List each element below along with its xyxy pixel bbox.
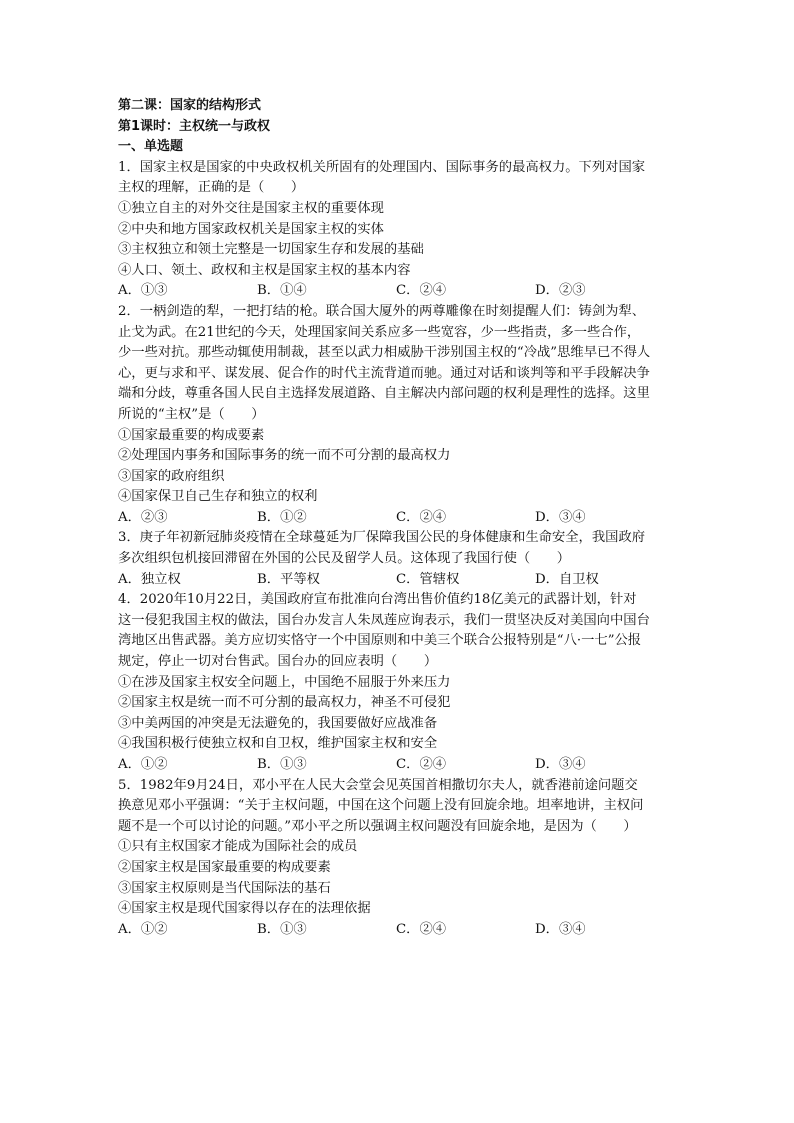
lesson-title: 第二课：国家的结构形式 xyxy=(118,98,262,113)
statement-item: ③中美两国的冲突是无法避免的，我国要做好应战准备 xyxy=(118,715,438,731)
option-a[interactable]: A．①② xyxy=(118,921,168,937)
statement-item: ④我国积极行使独立权和自卫权，维护国家主权和安全 xyxy=(118,736,438,752)
answer-options xyxy=(118,508,678,529)
option-a[interactable]: A．②③ xyxy=(118,509,168,525)
statement-item: ②中央和地方国家政权机关是国家主权的实体 xyxy=(118,221,384,237)
question-stem-line: 题不是一个可以讨论的问题。”邓小平之所以强调主权问题没有回旋余地，是因为（ ） xyxy=(118,818,637,834)
option-c[interactable]: C．管辖权 xyxy=(396,571,460,587)
statement-item: ②国家主权是统一而不可分割的最高权力，神圣不可侵犯 xyxy=(118,695,451,711)
question-5 xyxy=(118,776,678,941)
answer-options xyxy=(118,281,678,302)
statement-item: ④国家保卫自己生存和独立的权利 xyxy=(118,489,318,505)
section-heading: 一、单选题 xyxy=(118,139,184,155)
worksheet-page xyxy=(118,96,678,940)
option-b[interactable]: B．①③ xyxy=(257,757,307,772)
statement-item: ④人口、领土、政权和主权是国家主权的基本内容 xyxy=(118,262,411,278)
question-stem-line: 端和分歧，尊重各国人民自主选择发展道路、自主解决内部问题的权利是理性的选择。这里 xyxy=(118,386,650,402)
answer-options xyxy=(118,570,678,591)
statement-item: ①只有主权国家才能成为国际社会的成员 xyxy=(118,839,358,855)
option-a[interactable]: A．独立权 xyxy=(118,571,181,587)
option-c[interactable]: C．②④ xyxy=(396,757,447,772)
option-d[interactable]: D．③④ xyxy=(535,509,586,525)
statement-item: ①国家最重要的构成要素 xyxy=(118,427,265,443)
option-c[interactable]: C．②④ xyxy=(396,921,447,937)
period-title: 第1课时：主权统一与政权 xyxy=(118,118,271,134)
question-stem-line: 换意见邓小平强调：“关于主权问题，中国在这个问题上没有回旋余地。坦率地讲，主权问 xyxy=(118,798,644,814)
option-b[interactable]: B．①② xyxy=(257,509,307,525)
question-stem-line: 这一侵犯我国主权的做法，国台办发言人朱凤莲应询表示，我们一贯坚决反对美国向中国台 xyxy=(118,612,650,628)
option-a[interactable]: A．①② xyxy=(118,757,168,772)
option-a[interactable]: A．①③ xyxy=(118,283,168,299)
statement-item: ③国家主权原则是当代国际法的基石 xyxy=(118,880,331,896)
option-b[interactable]: B．①④ xyxy=(257,283,307,299)
statement-item: ②处理国内事务和国际事务的统一而不可分割的最高权力 xyxy=(118,448,451,464)
option-b[interactable]: B．①③ xyxy=(257,921,307,937)
question-3 xyxy=(118,528,678,590)
answer-options xyxy=(118,755,678,776)
question-1 xyxy=(118,158,678,302)
question-stem-line: 多次组织包机接回滞留在外国的公民及留学人员。这体现了我国行使（ ） xyxy=(118,551,571,567)
question-stem-line: 3．庚子年初新冠肺炎疫情在全球蔓延为厂保障我国公民的身体健康和生命安全，我国政府 xyxy=(118,530,646,546)
answer-options xyxy=(118,920,678,941)
option-c[interactable]: C．②④ xyxy=(396,509,447,525)
question-stem-line: 1．国家主权是国家的中央政权机关所固有的处理国内、国际事务的最高权力。下列对国家 xyxy=(118,159,646,175)
question-4 xyxy=(118,590,678,775)
statement-item: ④国家主权是现代国家得以存在的法理依据 xyxy=(118,901,371,917)
option-d[interactable]: D．②③ xyxy=(535,283,586,299)
question-stem-line: 所说的“主权”是（ ） xyxy=(118,406,265,422)
question-stem-line: 湾地区出售武器。美方应切实恪守一个中国原则和中美三个联合公报特别是“八·一七”公报 xyxy=(118,633,642,649)
statement-item: ③国家的政府组织 xyxy=(118,468,225,484)
option-d[interactable]: D．③④ xyxy=(535,921,586,937)
statement-item: ②国家主权是国家最重要的构成要素 xyxy=(118,859,331,875)
statement-item: ③主权独立和领土完整是一切国家生存和发展的基础 xyxy=(118,242,424,258)
question-stem-line: 2．一柄剑造的犁，一把打结的枪。联合国大厦外的两尊雕像在时刻提醒人们：铸剑为犁、 xyxy=(118,303,646,319)
question-stem-line: 主权的理解，正确的是（ ） xyxy=(118,180,305,196)
question-stem-line: 规定，停止一切对台售武。国台办的回应表明（ ） xyxy=(118,654,438,670)
question-stem-line: 少一些对抗。那些动辄使用制裁，甚至以武力相威胁干涉别国主权的“冷战”思维早已不得人 xyxy=(118,345,651,361)
option-d[interactable]: D．自卫权 xyxy=(535,571,599,587)
question-stem-line: 4．2020年10月22日，美国政府宣布批准向台湾出售价值约18亿美元的武器计划，针对 xyxy=(118,592,637,608)
question-stem-line: 心，更与求和平、谋发展、促合作的时代主流背道而驰。通过对话和谈判等和平手段解决争 xyxy=(118,365,650,381)
question-stem-line: 5．1982年9月24日，邓小平在人民大会堂会见英国首相撒切尔夫人，就香港前途问题交 xyxy=(118,777,638,793)
option-d[interactable]: D．③④ xyxy=(535,757,586,772)
statement-item: ①独立自主的对外交往是国家主权的重要体现 xyxy=(118,200,384,216)
question-stem-line: 止戈为武。在21世纪的今天，处理国家间关系应多一些宽容，少一些指责，多一些合作， xyxy=(118,324,641,340)
question-2 xyxy=(118,302,678,529)
option-c[interactable]: C．②④ xyxy=(396,283,447,299)
option-b[interactable]: B．平等权 xyxy=(257,571,320,587)
statement-item: ①在涉及国家主权安全问题上，中国绝不屈服于外来压力 xyxy=(118,674,451,690)
